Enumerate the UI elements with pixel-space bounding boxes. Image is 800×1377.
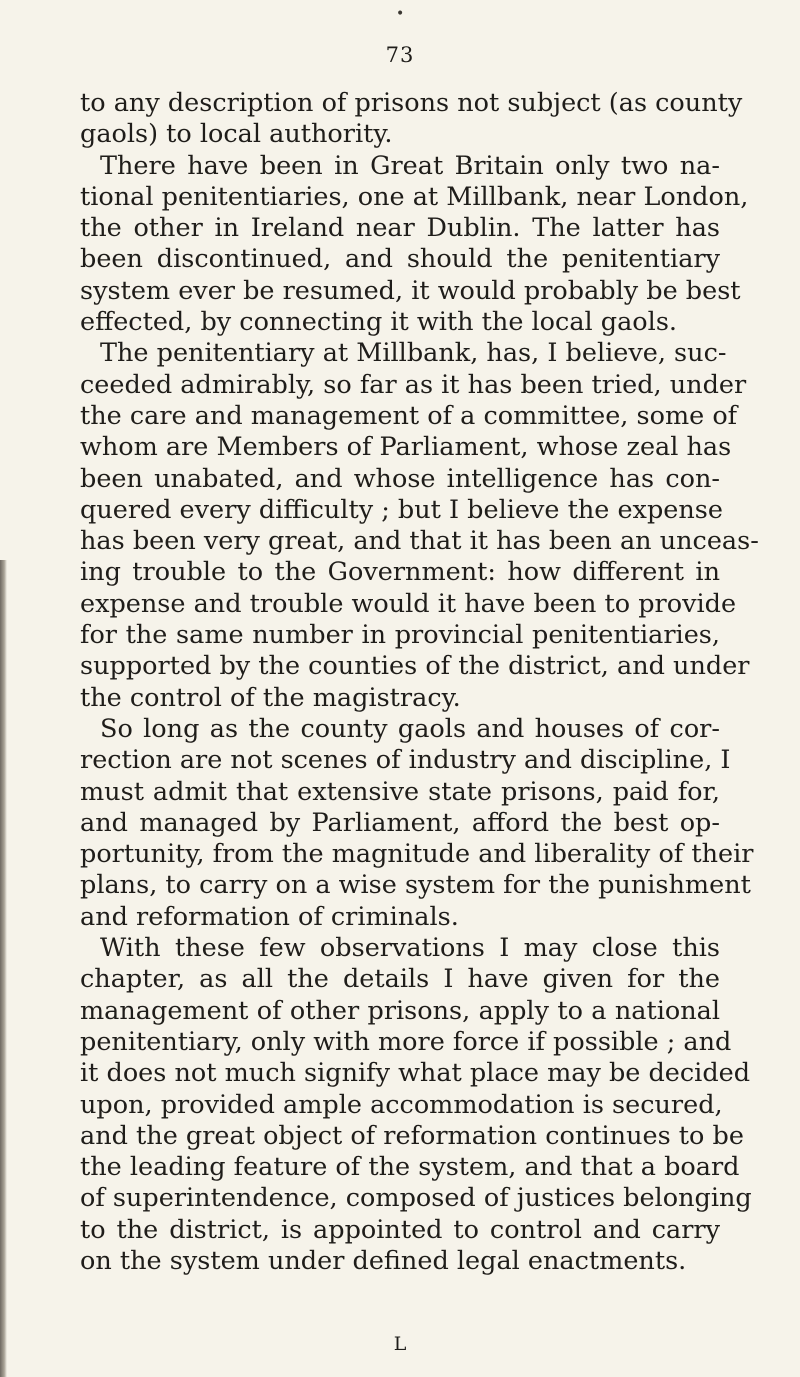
text-line: With these few observations I may close this bbox=[100, 933, 720, 964]
text-line: on the system under defined legal enactments. bbox=[80, 1245, 687, 1276]
text-line: been unabated, and whose intelligence has con- bbox=[80, 463, 720, 494]
text-line: the leading feature of the system, and that a board bbox=[80, 1152, 740, 1183]
page-number: 73 bbox=[385, 43, 415, 67]
text-line: ing trouble to the Government: how different in bbox=[80, 557, 720, 588]
body-text bbox=[80, 88, 759, 1277]
text-line: ceeded admirably, so far as it has been tried, under bbox=[80, 369, 747, 400]
text-line: the care and management of a committee, some of bbox=[80, 400, 738, 431]
text-line: effected, by connecting it with the local gaols. bbox=[80, 307, 678, 338]
text-line: upon, provided ample accommodation is secured, bbox=[80, 1089, 723, 1120]
text-line: the control of the magistracy. bbox=[80, 682, 461, 713]
text-line: portunity, from the magnitude and liberality of their bbox=[80, 839, 754, 870]
text-line: plans, to carry on a wise system for the punishment bbox=[80, 870, 751, 901]
text-line: quered every difficulty ; but I believe the expense bbox=[80, 494, 723, 525]
text-line: and reformation of criminals. bbox=[80, 901, 459, 932]
text-line: it does not much signify what place may be decided bbox=[80, 1058, 751, 1089]
page-edge-shadow bbox=[0, 560, 7, 1377]
text-line: system ever be resumed, it would probably be best bbox=[80, 275, 741, 306]
text-line: to any description of prisons not subject (as county bbox=[80, 88, 743, 118]
text-line: There have been in Great Britain only two na- bbox=[100, 150, 720, 181]
text-line: rection are not scenes of industry and discipline, I bbox=[80, 745, 731, 776]
text-line: gaols) to local authority. bbox=[80, 119, 393, 150]
printer-mark: • bbox=[396, 6, 405, 22]
text-line: expense and trouble would it have been to provide bbox=[80, 588, 737, 619]
text-line: So long as the county gaols and houses of cor- bbox=[100, 713, 720, 744]
text-line: penitentiary, only with more force if possible ; and bbox=[80, 1026, 732, 1057]
text-line: whom are Members of Parliament, whose zeal has bbox=[80, 432, 732, 463]
text-line: must admit that extensive state prisons, paid for, bbox=[80, 776, 720, 807]
text-line: been discontinued, and should the penitentiary bbox=[80, 244, 720, 275]
text-line: of superintendence, composed of justices belonging bbox=[80, 1183, 752, 1214]
text-line: supported by the counties of the district, and under bbox=[80, 651, 750, 682]
text-line: for the same number in provincial penitentiaries, bbox=[80, 620, 720, 651]
text-line: has been very great, and that it has been an unceas- bbox=[80, 526, 759, 557]
text-line: and managed by Parliament, afford the best op- bbox=[80, 807, 720, 838]
text-line: chapter, as all the details I have given for the bbox=[80, 964, 720, 995]
text-line: and the great object of reformation continues to be bbox=[80, 1120, 744, 1151]
text-line: The penitentiary at Millbank, has, I believe, suc- bbox=[100, 338, 727, 369]
text-line: the other in Ireland near Dublin. The latter has bbox=[80, 213, 720, 244]
text-line: tional penitentiaries, one at Millbank, near London, bbox=[80, 181, 749, 212]
text-line: to the district, is appointed to control and carry bbox=[80, 1214, 720, 1245]
text-line: management of other prisons, apply to a national bbox=[80, 995, 720, 1026]
signature-mark: L bbox=[393, 1333, 407, 1355]
